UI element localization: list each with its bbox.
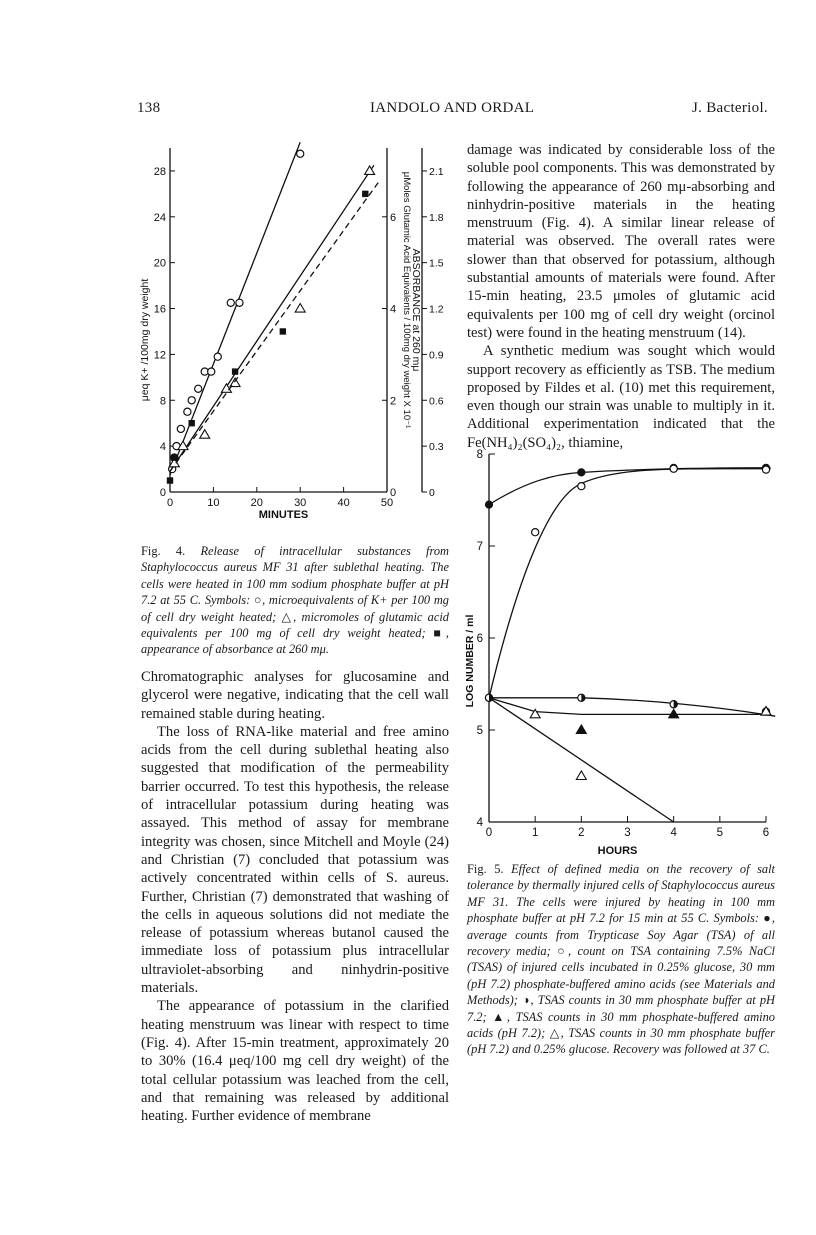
fig4-y-tick-label-mid: 4 <box>390 303 397 316</box>
fig5-chart <box>458 448 788 858</box>
fig4-data-point-circle-open <box>188 397 195 404</box>
fig4-caption-text: Release of intracellular substances from Staphylococcus aureus MF 31 after sublethal heating. The cells were heated in 100 mm sodium phosphate buffer at pH 7.2 at 55 C. Symbols: ○, microequivalents of K+ per 100 mg of cell dry weight heated; △, micromoles of glutamic acid equivalents per 100 mg of cell dry weight heated; ■, appearance of absorbance at 260 mμ. <box>141 544 449 657</box>
fig4-x-tick-label: 30 <box>294 497 307 509</box>
fig5-data-point-circle-filled <box>578 469 585 476</box>
fig4-data-point-circle-open <box>184 408 191 415</box>
fig4-x-tick-label: 40 <box>337 497 350 509</box>
fig4-y-tick-label-right: 0.9 <box>429 349 444 362</box>
fig5-y-tick-label: 4 <box>476 817 483 829</box>
fig5-x-tick-label: 2 <box>578 827 585 839</box>
fig4-data-point-circle-open <box>297 150 304 157</box>
fig5-curve-tsa <box>489 468 771 505</box>
fig4-y-tick-label-right: 0.6 <box>429 395 444 408</box>
fig4-y-tick-label-mid: 2 <box>390 395 397 408</box>
fig4-y-tick-label-right: 1.8 <box>429 211 444 224</box>
fig5-caption-text: Effect of defined media on the recovery of salt tolerance by thermally injured cells of Staphylococcus aureus MF 31. The cells were injured by heating in 100 mm phosphate buffer at pH 7.2 for 15 min at 55 C. Symbols: ●, average counts from Trypticase Soy Agar (TSA) of all recovery media; ○, count on TSA containing 7.5% NaCl (TSAS) of injured cells incubated in 0.25% glucose, 30 mm (pH 7.2) phosphate-buffered amino acids (see Materials and Methods); ◑, TSAS counts in 30 mm phosphate buffer at pH 7.2; ▲, TSAS counts in 30 mm phosphate-buffered amino acids (pH 7.2); △, TSAS counts in 30 mm phosphate buffer (pH 7.2) and 0.25% glucose. Recovery was followed at 37 C. <box>467 862 775 1057</box>
paragraph: damage was indicated by considerable loss of the soluble pool components. This was demonstrated by following the appearance of 260 mμ-absorbing and ninhydrin-positive materials in the heating menstruum (Fig. 4). A similar linear release of material was observed. The overall rates were slower than that observed for potassium, although substantial amounts of materials were found. After 15-min heating, 23.5 μmoles of glutamic acid equivalents per 100 mg of cell dry weight (orcinol test) were found in the heating menstruum (14). <box>467 142 775 341</box>
fig5-caption <box>467 861 775 1058</box>
fig4-x-tick-label: 0 <box>166 497 174 509</box>
fig5-data-point-circle-open <box>578 483 585 490</box>
fig4-data-point-square-filled <box>189 420 195 426</box>
fig5-x-axis-label: HOURS <box>597 845 638 857</box>
fig4-x-tick-label: 50 <box>380 497 394 509</box>
fig4-data-point-triangle-open <box>200 430 210 439</box>
fig4-y-tick-label-left: 24 <box>153 211 166 224</box>
fig5-data-point-triangle-filled <box>669 709 679 718</box>
fig5-x-tick-label: 0 <box>485 827 493 839</box>
fig4-y-axis-label-mid: μMoles Glutamic Acid Equivalents / 100mg dry weight X 10⁻¹ <box>401 171 412 429</box>
fig4-y-tick-label-right: 0 <box>429 487 435 499</box>
fig4-y-tick-label-left: 20 <box>153 257 166 270</box>
fig4-data-point-square-filled <box>362 191 368 197</box>
fig5-curve-tsas-buffer <box>489 698 775 716</box>
paragraph: A synthetic medium was sought which would support recovery as efficiently as TSB. The medium proposed by Fildes et al. (10) met this requirement, even though our strain was unable to multiply in it. Additional experimentation indicated that the Fe(NH₄)₂(SO₄)₂, thiamine, <box>467 343 775 451</box>
fig4-data-point-square-filled <box>232 368 238 374</box>
paragraph: The loss of RNA-like material and free amino acids from the cell during sublethal heating also suggested that modification of the permeability barrier occurred. To test this hypothesis, the release of intracellular potassium during heating was assayed. This method of assay for membrane integrity was chosen, since Mitchell and Moyle (24) and Christian (7) concluded that potassium was actively concentrated within cells of S. aureus. Further, Christian (7) demonstrated that washing of the cells in aqueous solutions did not mediate the release of potassium whereas butanol caused the immediate loss of potassium plus intracellular ultraviolet-absorbing and ninhydrin-positive materials. <box>141 723 449 997</box>
fig5-y-tick-label: 6 <box>476 633 483 645</box>
fig4-x-tick-label: 10 <box>207 497 220 509</box>
fig4-y-tick-label-mid: 6 <box>390 211 397 224</box>
fig4-y-tick-label-right: 2.1 <box>429 165 444 178</box>
journal-name: J. Bacteriol. <box>692 100 768 116</box>
fig5-caption-label: Fig. 5. <box>467 862 504 876</box>
fig5-x-tick-label: 5 <box>716 827 724 839</box>
fig4-y-tick-label-left: 12 <box>153 349 166 362</box>
fig5-data-point-circle-filled <box>485 501 492 508</box>
fig4-y-tick-label-right: 1.2 <box>429 303 444 316</box>
fig4-data-point-circle-open <box>177 425 184 432</box>
fig5-data-point-circle-open <box>762 466 769 473</box>
fig5-line-decline <box>489 698 674 822</box>
fig4-y-tick-label-left: 8 <box>159 395 166 408</box>
fig4-y-tick-label-mid: 0 <box>390 487 397 499</box>
fig5-data-point-circle-open <box>670 465 677 472</box>
fig4-y-tick-label-left: 4 <box>159 441 166 454</box>
fig4-caption <box>141 543 449 658</box>
fig4-data-point-triangle-open <box>295 304 305 313</box>
fig5-y-tick-label: 5 <box>476 725 483 737</box>
fig4-x-axis-label: MINUTES <box>258 509 309 520</box>
fig4-data-point-circle-open <box>208 368 215 375</box>
fig5-data-point-circle-open <box>532 529 539 536</box>
fig4-data-point-circle-open <box>236 299 243 306</box>
fig4-y-tick-label-right: 0.3 <box>429 441 444 454</box>
paragraph: The appearance of potassium in the clarified heating menstruum was linear with respect to time (Fig. 4). After 15-min treatment, approximately 20 to 30% (16.4 μeq/100 mg cell dry weight) of the total cellular potassium was leached from the cell, and that remaining was released by additional heating. Further evidence of membrane <box>141 998 449 1125</box>
fig5-y-axis-label: LOG NUMBER / ml <box>464 614 476 708</box>
fig5-x-tick-label: 1 <box>531 827 539 839</box>
fig4-data-point-circle-open <box>195 385 202 392</box>
fig4-caption-label: Fig. 4. <box>141 544 186 558</box>
fig4-data-point-circle-open <box>227 299 234 306</box>
fig4-data-point-circle-open <box>214 353 221 360</box>
running-title: IANDOLO AND ORDAL <box>370 100 535 116</box>
fig4-y-axis-label-left: μeq K+ /100mg dry weight <box>139 278 151 402</box>
fig5-data-point-triangle-filled <box>576 725 586 734</box>
fig5-x-tick-label: 4 <box>670 827 677 839</box>
fig4-y-tick-label-right: 1.5 <box>429 257 444 270</box>
right-column-text <box>467 141 775 452</box>
fig4-y-tick-label-left: 0 <box>159 487 166 499</box>
fig5-x-tick-label: 6 <box>762 827 770 839</box>
fig5-curve-tsas-glucose-aa <box>489 469 771 698</box>
fig4-data-point-square-filled <box>171 454 177 460</box>
fig5-x-tick-label: 3 <box>624 827 631 839</box>
fig4-data-point-square-filled <box>167 477 173 483</box>
fig4-fit-line-2 <box>170 182 378 471</box>
left-column-text <box>141 668 449 1125</box>
fig5-y-tick-label: 8 <box>476 449 483 461</box>
fig4-y-tick-label-left: 28 <box>153 165 166 178</box>
fig4-chart <box>134 140 454 520</box>
paragraph: Chromatographic analyses for glucosamine and glycerol were negative, indicating that the cell wall remained stable during heating. <box>141 669 449 722</box>
fig4-fit-line-1 <box>170 165 374 471</box>
page-number: 138 <box>137 100 161 116</box>
fig5-data-point-triangle-open <box>576 771 586 780</box>
fig5-y-tick-label: 7 <box>476 541 483 553</box>
fig4-y-axis-label-right: ABSORBANCE at 260 mμ <box>410 248 422 372</box>
fig4-x-tick-label: 20 <box>250 497 263 509</box>
fig4-y-tick-label-left: 16 <box>153 303 166 316</box>
fig4-data-point-square-filled <box>280 328 286 334</box>
